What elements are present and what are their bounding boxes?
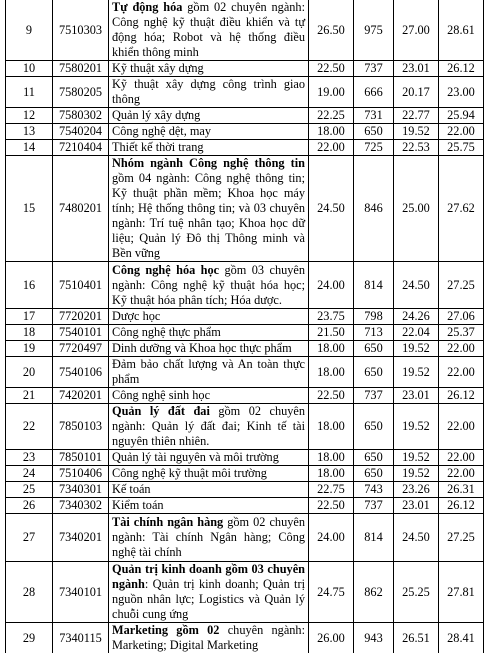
score-col-3: 23.01 (394, 388, 439, 404)
major-name-text: Kỹ thuật xây dựng công trình giao thông (112, 77, 305, 106)
major-name (109, 262, 309, 309)
major-code: 7340115 (53, 623, 109, 653)
score-col-2: 713 (354, 325, 394, 341)
major-code: 7580302 (53, 108, 109, 124)
major-name-bold: Tài chính ngân hàng (112, 515, 223, 529)
score-col-1: 26.00 (309, 623, 354, 653)
major-code: 7340101 (53, 562, 109, 623)
major-code: 7510401 (53, 262, 109, 309)
major-code: 7580205 (53, 77, 109, 108)
row-number: 11 (6, 77, 53, 108)
score-col-1: 18.00 (309, 466, 354, 482)
major-name (109, 623, 309, 653)
score-col-1: 24.00 (309, 514, 354, 562)
score-col-3: 19.52 (394, 357, 439, 388)
score-col-1: 18.00 (309, 450, 354, 466)
row-number: 23 (6, 450, 53, 466)
score-col-1: 23.75 (309, 309, 354, 325)
score-col-2: 731 (354, 108, 394, 124)
score-col-4: 27.06 (439, 309, 484, 325)
major-name-text: gồm 04 ngành: Công nghệ thông tin; Kỹ thuật phần mềm; Khoa học máy tính; Hệ thống thông tin; và 03 chuyên ngành: Trí tuệ nhân tạo; Khoa học dữ liệu; Quản lý Đô thị Thông minh và Bền vững (112, 171, 305, 260)
major-code: 7340201 (53, 514, 109, 562)
major-name-bold: Quản trị kinh doanh gồm 03 chuyên ngành (112, 562, 305, 591)
table-row (6, 466, 484, 482)
score-col-3: 19.52 (394, 404, 439, 450)
score-col-2: 743 (354, 482, 394, 498)
row-number: 10 (6, 61, 53, 77)
major-code: 7720497 (53, 341, 109, 357)
score-col-4: 28.41 (439, 623, 484, 653)
row-number: 27 (6, 514, 53, 562)
table-row (6, 325, 484, 341)
score-col-4: 26.31 (439, 482, 484, 498)
score-col-4: 25.75 (439, 140, 484, 156)
score-col-1: 18.00 (309, 357, 354, 388)
score-col-1: 18.00 (309, 124, 354, 140)
major-name (109, 325, 309, 341)
score-col-4: 22.00 (439, 341, 484, 357)
score-col-2: 725 (354, 140, 394, 156)
table-row (6, 498, 484, 514)
major-name-text: Đảm bảo chất lượng và An toàn thực phẩm (112, 357, 305, 386)
score-col-3: 25.25 (394, 562, 439, 623)
major-name-text: Công nghệ sinh học (112, 388, 210, 402)
score-col-2: 814 (354, 514, 394, 562)
table-row (6, 357, 484, 388)
major-name (109, 140, 309, 156)
score-col-2: 943 (354, 623, 394, 653)
major-name (109, 156, 309, 262)
major-name (109, 388, 309, 404)
score-col-1: 22.00 (309, 140, 354, 156)
major-name (109, 61, 309, 77)
score-col-1: 24.00 (309, 262, 354, 309)
table-row (6, 309, 484, 325)
score-col-2: 650 (354, 404, 394, 450)
row-number: 25 (6, 482, 53, 498)
major-name-text: Kế toán (112, 482, 151, 496)
table-row (6, 341, 484, 357)
score-col-2: 862 (354, 562, 394, 623)
major-code: 7850103 (53, 404, 109, 450)
score-col-3: 20.17 (394, 77, 439, 108)
score-col-1: 22.50 (309, 498, 354, 514)
score-col-2: 737 (354, 498, 394, 514)
score-col-3: 24.26 (394, 309, 439, 325)
score-col-1: 18.00 (309, 404, 354, 450)
score-col-3: 23.01 (394, 498, 439, 514)
score-col-2: 814 (354, 262, 394, 309)
score-col-1: 24.75 (309, 562, 354, 623)
major-name (109, 108, 309, 124)
score-col-2: 846 (354, 156, 394, 262)
score-col-3: 22.04 (394, 325, 439, 341)
score-col-4: 26.12 (439, 388, 484, 404)
major-name-text: Công nghệ dệt, may (112, 124, 211, 138)
table-body (6, 0, 484, 653)
row-number: 22 (6, 404, 53, 450)
score-col-2: 650 (354, 124, 394, 140)
score-col-4: 27.25 (439, 262, 484, 309)
score-col-4: 22.00 (439, 357, 484, 388)
major-name-text: Công nghệ thực phẩm (112, 325, 221, 339)
major-name (109, 357, 309, 388)
major-name-text: Công nghệ kỹ thuật môi trường (112, 466, 267, 480)
major-name (109, 77, 309, 108)
score-col-3: 22.53 (394, 140, 439, 156)
score-col-1: 19.00 (309, 77, 354, 108)
major-name (109, 514, 309, 562)
score-col-4: 22.00 (439, 124, 484, 140)
score-col-2: 650 (354, 466, 394, 482)
major-name-text: Thiết kế thời trang (112, 140, 204, 154)
table-row (6, 140, 484, 156)
row-number: 28 (6, 562, 53, 623)
table-row (6, 562, 484, 623)
major-name (109, 404, 309, 450)
major-name (109, 466, 309, 482)
score-col-3: 25.00 (394, 156, 439, 262)
major-name (109, 450, 309, 466)
major-name-bold: Marketing gồm 02 (112, 623, 219, 637)
major-name-text: Dinh dưỡng và Khoa học thực phẩm (112, 341, 292, 355)
major-name (109, 562, 309, 623)
table-row (6, 450, 484, 466)
score-col-4: 22.00 (439, 450, 484, 466)
score-col-3: 23.01 (394, 61, 439, 77)
major-code: 7540106 (53, 357, 109, 388)
table-row (6, 623, 484, 653)
major-name (109, 482, 309, 498)
row-number: 12 (6, 108, 53, 124)
score-col-3: 23.26 (394, 482, 439, 498)
score-col-3: 26.51 (394, 623, 439, 653)
score-col-1: 18.00 (309, 341, 354, 357)
major-code: 7580201 (53, 61, 109, 77)
major-name-bold: Quản lý đất đai (112, 404, 210, 418)
score-col-2: 737 (354, 388, 394, 404)
score-col-4: 27.81 (439, 562, 484, 623)
row-number: 16 (6, 262, 53, 309)
row-number: 14 (6, 140, 53, 156)
major-name-bold: Công nghệ hóa học (112, 263, 219, 277)
score-col-3: 19.52 (394, 450, 439, 466)
row-number: 20 (6, 357, 53, 388)
score-col-4: 22.00 (439, 404, 484, 450)
row-number: 26 (6, 498, 53, 514)
table-row (6, 108, 484, 124)
admission-score-table-page (5, 0, 483, 653)
score-col-3: 19.52 (394, 466, 439, 482)
major-code: 7340302 (53, 498, 109, 514)
major-code: 7540101 (53, 325, 109, 341)
table-row (6, 156, 484, 262)
major-code: 7480201 (53, 156, 109, 262)
major-name-text: chuyên ngành: Marketing; Digital Marketing (112, 623, 305, 652)
major-name-bold: Nhóm ngành Công nghệ thông tin (112, 156, 305, 170)
score-col-4: 23.00 (439, 77, 484, 108)
score-col-2: 650 (354, 357, 394, 388)
table-row (6, 61, 484, 77)
row-number: 18 (6, 325, 53, 341)
major-name (109, 341, 309, 357)
major-code: 7340301 (53, 482, 109, 498)
score-col-1: 21.50 (309, 325, 354, 341)
score-col-4: 27.62 (439, 156, 484, 262)
table-row (6, 77, 484, 108)
major-name-text: Quản lý tài nguyên và môi trường (112, 450, 279, 464)
score-col-2: 798 (354, 309, 394, 325)
major-name-bold: Tự động hóa (112, 0, 182, 14)
major-name-text: gồm 02 chuyên ngành: Tài chính Ngân hàng; Công nghệ tài chính (112, 515, 305, 559)
major-code: 7540204 (53, 124, 109, 140)
score-col-2: 650 (354, 450, 394, 466)
score-col-4: 25.37 (439, 325, 484, 341)
score-col-2: 737 (354, 61, 394, 77)
score-col-3: 24.50 (394, 514, 439, 562)
major-name (109, 124, 309, 140)
row-number: 13 (6, 124, 53, 140)
major-code: 7420201 (53, 388, 109, 404)
table-row (6, 0, 484, 61)
major-code: 7210404 (53, 140, 109, 156)
major-code: 7720201 (53, 309, 109, 325)
table-row (6, 404, 484, 450)
score-col-4: 26.12 (439, 61, 484, 77)
major-name-text: Kiểm toán (112, 498, 164, 512)
score-col-2: 650 (354, 341, 394, 357)
score-col-1: 26.50 (309, 0, 354, 61)
row-number: 29 (6, 623, 53, 653)
major-name-text: Quản lý xây dựng (112, 108, 200, 122)
score-col-3: 19.52 (394, 341, 439, 357)
admission-score-table (5, 0, 484, 653)
table-row (6, 262, 484, 309)
major-code: 7510406 (53, 466, 109, 482)
score-col-4: 25.94 (439, 108, 484, 124)
row-number: 21 (6, 388, 53, 404)
major-name-text: gồm 02 chuyên ngành: Quản lý đất đai; Kinh tế tài nguyên thiên nhiên. (112, 404, 305, 448)
major-name-text: : Quản trị kinh doanh; Quản trị nguồn nhân lực; Logistics và Quản lý chuỗi cung ứng (112, 577, 305, 621)
major-code: 7850101 (53, 450, 109, 466)
score-col-1: 24.50 (309, 156, 354, 262)
table-row (6, 124, 484, 140)
score-col-1: 22.75 (309, 482, 354, 498)
row-number: 19 (6, 341, 53, 357)
row-number: 17 (6, 309, 53, 325)
major-name-text: gồm 02 chuyên ngành: Công nghệ kỹ thuật điều khiển và tự động hóa; Robot và hệ thống điều khiển thông minh (112, 0, 305, 59)
major-code: 7510303 (53, 0, 109, 61)
score-col-1: 22.50 (309, 388, 354, 404)
major-name-text: Dược học (112, 309, 160, 323)
table-row (6, 482, 484, 498)
major-name-text: gồm 03 chuyên ngành: Công nghệ kỹ thuật hóa học; Kỹ thuật hóa phân tích; Hóa dược. (112, 263, 305, 307)
score-col-2: 666 (354, 77, 394, 108)
score-col-3: 19.52 (394, 124, 439, 140)
table-row (6, 388, 484, 404)
table-row (6, 514, 484, 562)
row-number: 9 (6, 0, 53, 61)
score-col-1: 22.50 (309, 61, 354, 77)
score-col-2: 975 (354, 0, 394, 61)
score-col-4: 27.25 (439, 514, 484, 562)
score-col-4: 28.61 (439, 0, 484, 61)
score-col-4: 26.12 (439, 498, 484, 514)
major-name (109, 498, 309, 514)
major-name-text: Kỹ thuật xây dựng (112, 61, 204, 75)
row-number: 24 (6, 466, 53, 482)
score-col-3: 22.77 (394, 108, 439, 124)
major-name (109, 309, 309, 325)
score-col-1: 22.25 (309, 108, 354, 124)
score-col-3: 24.50 (394, 262, 439, 309)
score-col-3: 27.00 (394, 0, 439, 61)
row-number: 15 (6, 156, 53, 262)
major-name (109, 0, 309, 61)
score-col-4: 22.00 (439, 466, 484, 482)
